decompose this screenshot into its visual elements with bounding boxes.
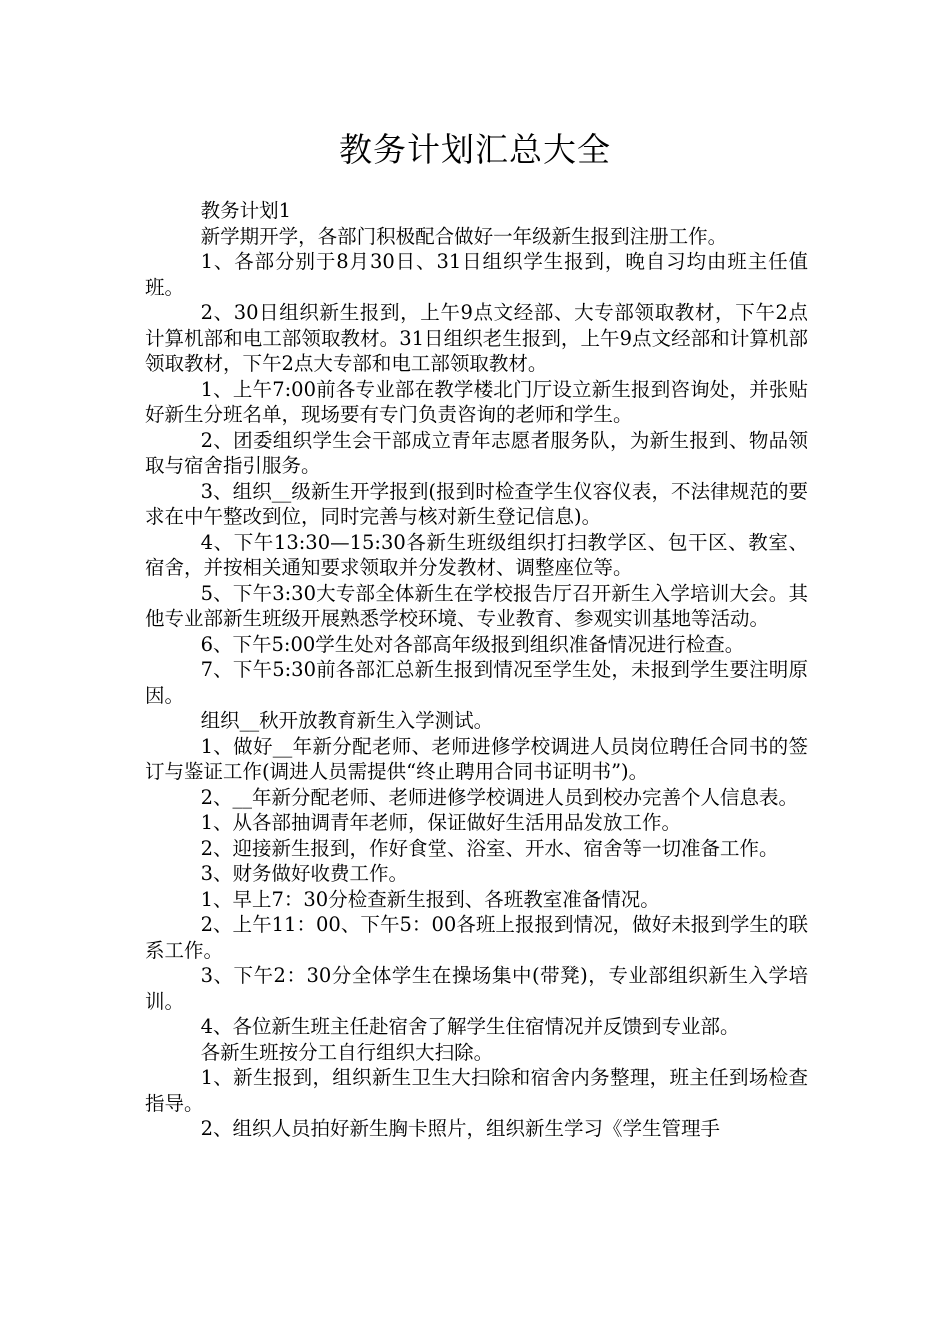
paragraph: 2、团委组织学生会干部成立青年志愿者服务队，为新生报到、物品领取与宿舍指引服务。 [145, 428, 808, 477]
paragraph: 1、各部分别于8月30日、31日组织学生报到，晚自习均由班主任值班。 [145, 250, 808, 299]
paragraph: 1、从各部抽调青年老师，保证做好生活用品发放工作。 [200, 811, 681, 834]
paragraph: 4、下午13:30—15:30各新生班级组织打扫教学区、包干区、教室、宿舍，并按相关通知要求领取并分发教材、调整座位等。 [145, 530, 808, 579]
paragraph: 2、30日组织新生报到，上午9点文经部、大专部领取教材，下午2点计算机部和电工部领取教材。31日组织老生报到，上午9点文经部和计算机部领取教材，下午2点大专部和电工部领取教材。 [145, 301, 808, 375]
paragraph: 3、财务做好收费工作。 [200, 862, 408, 885]
document-body [145, 198, 808, 1142]
paragraph: 5、下午3:30大专部全体新生在学校报告厅召开新生入学培训大会。其他专业部新生班级开展熟悉学校环境、专业教育、参观实训基地等活动。 [145, 581, 808, 630]
paragraph: 1、上午7:00前各专业部在教学楼北门厅设立新生报到咨询处，并张贴好新生分班名单，现场要有专门负责咨询的老师和学生。 [145, 377, 808, 426]
paragraph: 1、做好__年新分配老师、老师进修学校调进人员岗位聘任合同书的签订与鉴证工作(调进人员需提供“终止聘用合同书证明书”)。 [145, 734, 808, 783]
paragraph: 各新生班按分工自行组织大扫除。 [200, 1040, 494, 1064]
paragraph: 教务计划1 [200, 199, 291, 222]
paragraph: 组织__秋开放教育新生入学测试。 [200, 709, 494, 732]
paragraph: 1、早上7：30分检查新生报到、各班教室准备情况。 [200, 887, 660, 911]
paragraph: 3、下午2：30分全体学生在操场集中(带凳)，专业部组织新生入学培训。 [145, 964, 808, 1013]
paragraph: 2、__年新分配老师、老师进修学校调进人员到校办完善个人信息表。 [200, 785, 798, 809]
paragraph: 3、组织__级新生开学报到(报到时检查学生仪容仪表，不法律规范的要求在中午整改到位，同时完善与核对新生登记信息)。 [145, 479, 808, 528]
paragraph: 7、下午5:30前各部汇总新生报到情况至学生处，未报到学生要注明原因。 [145, 658, 808, 707]
document-title: 教务计划汇总大全 [339, 130, 611, 169]
paragraph: 2、上午11：00、下午5：00各班上报报到情况，做好未报到学生的联系工作。 [145, 913, 808, 962]
paragraph: 2、组织人员拍好新生胸卡照片，组织新生学习《学生管理手 [200, 1117, 720, 1140]
paragraph: 新学期开学，各部门积极配合做好一年级新生报到注册工作。 [200, 224, 728, 248]
paragraph: 6、下午5:00学生处对各部高年级报到组织准备情况进行检查。 [200, 632, 745, 656]
paragraph: 1、新生报到，组织新生卫生大扫除和宿舍内务整理，班主任到场检查指导。 [145, 1066, 808, 1115]
paragraph: 2、迎接新生报到，作好食堂、浴室、开水、宿舍等一切准备工作。 [200, 836, 779, 860]
paragraph: 4、各位新生班主任赴宿舍了解学生住宿情况并反馈到专业部。 [200, 1015, 740, 1038]
